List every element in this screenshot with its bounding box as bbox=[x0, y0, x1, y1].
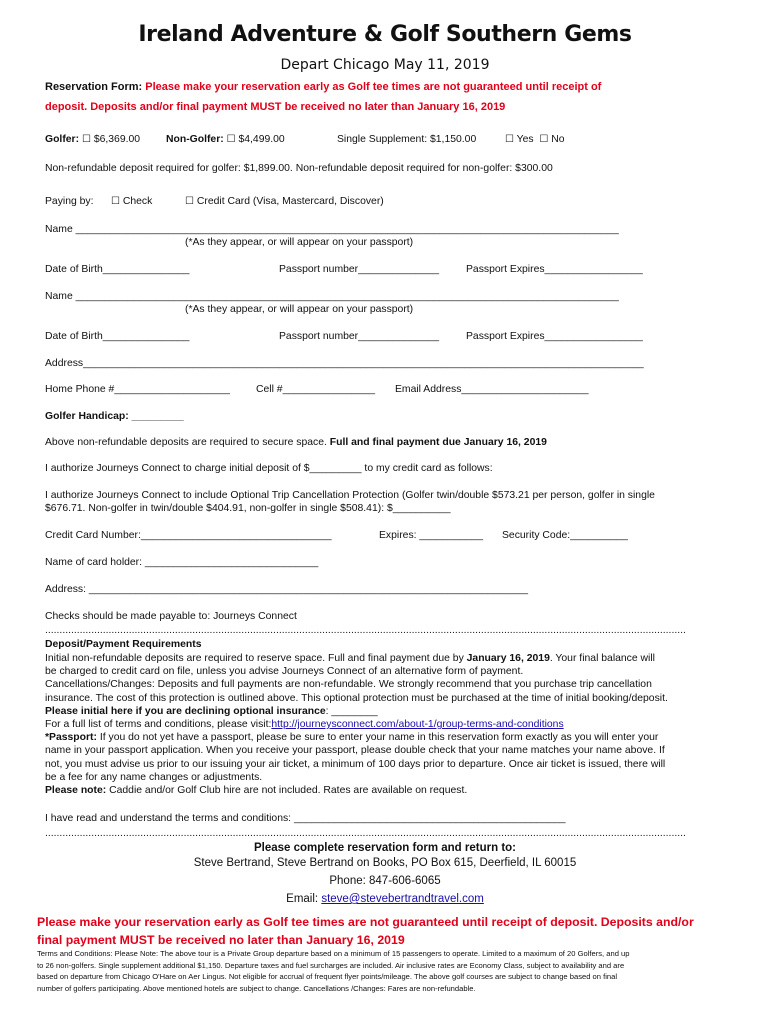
nongolfer-checkbox[interactable]: ☐ bbox=[226, 134, 236, 145]
supplement-options bbox=[505, 134, 565, 145]
page-title: Ireland Adventure & Golf Southern Gems bbox=[138, 22, 632, 47]
supplement-yes-checkbox[interactable]: ☐ bbox=[505, 134, 514, 145]
checks-payable: Checks should be made payable to: Journeys Connect bbox=[45, 611, 297, 622]
card-address-field[interactable]: Address: ____________________________________________________________________________ bbox=[45, 584, 529, 595]
fine-print-line1: Terms and Conditions: Please Note: The above tour is a Private Group departure based on a minimum of 15 passengers to operate. Limited to a maximum of 20 Golfers, and up bbox=[37, 949, 630, 958]
fine-print-line2: to 26 non-golfers. Single supplement additional $1,150. Departure taxes and fuel surcharges are included. Air inclusive rates are Economy Class, subject to availability and are bbox=[37, 960, 625, 970]
traveler1-dob-field[interactable]: Date of Birth_______________ bbox=[45, 264, 190, 275]
insurance-decline-line[interactable] bbox=[45, 705, 720, 718]
note-line bbox=[45, 784, 720, 797]
deposit-requirements-heading: Deposit/Payment Requirements bbox=[45, 639, 202, 650]
supplement-no-label: No bbox=[551, 134, 565, 145]
paying-by-label: Paying by: bbox=[45, 196, 94, 207]
passport-line-1 bbox=[45, 731, 720, 744]
note-label: Please note: bbox=[45, 785, 107, 797]
footer-notice bbox=[37, 913, 737, 949]
golfer-price: $6,369.00 bbox=[93, 134, 141, 145]
deposit-statement-text: Above non-refundable deposits are required to secure space. bbox=[45, 437, 327, 448]
terms-link-line bbox=[45, 718, 720, 731]
footer-notice-line1: Please make your reservation early as Golf tee times are not guaranteed until receipt of deposit. Deposits and/or bbox=[37, 915, 694, 929]
insurance-decline-label: Please initial here if you are declining optional insurance bbox=[45, 705, 326, 717]
return-heading: Please complete reservation form and return to: bbox=[253, 842, 517, 854]
deposit-statement bbox=[45, 437, 547, 448]
traveler2-dob-field[interactable]: Date of Birth_______________ bbox=[45, 331, 190, 342]
terms-paragraph bbox=[45, 652, 720, 797]
terms-line-2: be charged to credit card on file, unless you advise Journeys Connect of an alternative form of payment. bbox=[45, 666, 524, 678]
terms-line-1c: . Your final balance will bbox=[549, 653, 655, 664]
return-email-line bbox=[0, 893, 770, 905]
traveler2-passport-number-field[interactable]: Passport number______________ bbox=[279, 331, 440, 342]
divider-dotted-1: .............................................................................................................................................................................................................................. bbox=[45, 625, 686, 636]
passport-line-4: be a fee for any name changes or adjustments. bbox=[45, 771, 263, 783]
authorize-protection-line1: I authorize Journeys Connect to include Optional Trip Cancellation Protection (Golfer twin/double $573.21 per person, golfer in single bbox=[45, 490, 655, 501]
fine-print bbox=[37, 948, 737, 994]
reservation-notice-line2: deposit. Deposits and/or final payment MUST be received no later than January 16, 2019 bbox=[45, 101, 506, 113]
nongolfer-price: $4,499.00 bbox=[238, 134, 285, 145]
reservation-notice bbox=[45, 81, 601, 93]
pay-card-checkbox[interactable]: ☐ bbox=[185, 196, 194, 207]
deposit-note: Non-refundable deposit required for golfer: $1,899.00. Non-refundable deposit required for non-golfer: $300.00 bbox=[45, 163, 553, 174]
return-phone: Phone: 847-606-6065 bbox=[329, 875, 441, 887]
card-security-field[interactable]: Security Code:__________ bbox=[502, 530, 628, 541]
supplement-no-checkbox[interactable]: ☐ bbox=[539, 134, 549, 145]
terms-line-1a: Initial non-refundable deposits are required to reserve space. Full and final payment due by bbox=[45, 653, 467, 664]
return-email-link[interactable]: steve@stevebertrandtravel.com bbox=[321, 893, 484, 905]
terms-line-1 bbox=[45, 652, 720, 665]
traveler1-name-field[interactable]: Name ______________________________________________________________________________________________ bbox=[45, 224, 619, 235]
nongolfer-price-row bbox=[166, 134, 285, 145]
insurance-decline-field[interactable]: : ________ bbox=[325, 705, 378, 717]
reservation-label: Reservation Form: bbox=[45, 81, 143, 93]
golfer-label: Golfer: bbox=[45, 134, 80, 145]
cell-field[interactable]: Cell #________________ bbox=[256, 384, 376, 395]
return-email-label: Email: bbox=[286, 893, 322, 905]
page-subtitle: Depart Chicago May 11, 2019 bbox=[280, 57, 490, 73]
authorize-charge-field[interactable]: I authorize Journeys Connect to charge initial deposit of $_________ to my credit card as follows: bbox=[45, 463, 493, 474]
terms-line-4: insurance. The cost of this protection is outlined above. This optional protection must be purchased at the time of initial booking/deposit. bbox=[45, 692, 668, 704]
pay-card-option bbox=[185, 196, 384, 207]
traveler2-passport-note: (*As they appear, or will appear on your passport) bbox=[185, 304, 414, 315]
pay-card-label: Credit Card (Visa, Mastercard, Discover) bbox=[196, 196, 384, 207]
address-field[interactable]: Address_________________________________________________________________________________________________ bbox=[45, 358, 644, 369]
pay-check-option bbox=[111, 196, 152, 207]
golfer-handicap-field[interactable]: Golfer Handicap: _________ bbox=[45, 411, 184, 422]
golfer-price-row bbox=[45, 134, 140, 145]
single-supplement: Single Supplement: $1,150.00 bbox=[337, 134, 477, 145]
acknowledge-field[interactable]: I have read and understand the terms and conditions: _______________________________________________ bbox=[45, 813, 566, 824]
traveler1-passport-number-field[interactable]: Passport number______________ bbox=[279, 264, 440, 275]
traveler2-name-field[interactable]: Name ______________________________________________________________________________________________ bbox=[45, 291, 619, 302]
divider-dotted-2: .............................................................................................................................................................................................................................. bbox=[45, 828, 686, 839]
traveler1-passport-expires-field[interactable]: Passport Expires_________________ bbox=[466, 264, 643, 275]
note-text: Caddie and/or Golf Club hire are not included. Rates are available on request. bbox=[106, 785, 468, 797]
nongolfer-label: Non-Golfer: bbox=[166, 134, 224, 145]
traveler1-passport-note: (*As they appear, or will appear on your passport) bbox=[185, 237, 414, 248]
passport-text: If you do not yet have a passport, please be sure to enter your name in this reservation form exactly as you will enter your bbox=[96, 732, 659, 744]
golfer-checkbox[interactable]: ☐ bbox=[81, 134, 91, 145]
fine-print-line4: number of golfers participating. Above mentioned hotels are subject to change. Cancellations /Changes: Fares are non-refundable. bbox=[37, 983, 476, 993]
terms-line-3: Cancellations/Changes: Deposits and full payments are non-refundable. We strongly recommend that you purchase trip cancellation bbox=[45, 679, 652, 691]
passport-line-3: not, you must advise us prior to our issuing your air ticket, a minimum of 100 days prior to departure. Once air ticket is issued, there will bbox=[45, 758, 666, 770]
terms-link[interactable]: http://journeysconnect.com/about-1/group-terms-and-conditions bbox=[271, 719, 564, 731]
fine-print-line3: based on departure from Chicago O'Hare on Aer Lingus. Not eligible for accrual of frequent flyer points/mileage. The above golf courses are subject to change based on final bbox=[37, 972, 618, 981]
passport-line-2: name in your passport application. When you receive your passport, please double check that your name matches your name above. If bbox=[45, 745, 665, 757]
supplement-yes-label: Yes bbox=[516, 134, 534, 145]
pay-check-checkbox[interactable]: ☐ bbox=[111, 196, 120, 207]
card-number-field[interactable]: Credit Card Number:_________________________________ bbox=[45, 530, 332, 541]
email-field[interactable]: Email Address______________________ bbox=[395, 384, 589, 395]
deposit-statement-bold: Full and final payment due January 16, 2019 bbox=[329, 437, 547, 448]
return-address: Steve Bertrand, Steve Bertrand on Books, PO Box 615, Deerfield, IL 60015 bbox=[193, 857, 577, 869]
card-holder-field[interactable]: Name of card holder: ______________________________ bbox=[45, 557, 319, 568]
terms-link-label: For a full list of terms and conditions, please visit: bbox=[45, 719, 272, 731]
terms-line-1-date: January 16, 2019 bbox=[466, 653, 550, 664]
footer-notice-line2: final payment MUST be received no later than January 16, 2019 bbox=[37, 933, 405, 947]
card-expires-field[interactable]: Expires: ___________ bbox=[379, 530, 483, 541]
traveler2-passport-expires-field[interactable]: Passport Expires_________________ bbox=[466, 331, 643, 342]
authorize-protection-line2[interactable]: $676.71. Non-golfer in twin/double $404.91, non-golfer in single $508.41): $__________ bbox=[45, 503, 451, 514]
home-phone-field[interactable]: Home Phone #____________________ bbox=[45, 384, 230, 395]
pay-check-label: Check bbox=[122, 196, 153, 207]
passport-label: *Passport: bbox=[45, 732, 97, 744]
reservation-notice-line1: Please make your reservation early as Golf tee times are not guaranteed until receipt of bbox=[145, 81, 602, 93]
